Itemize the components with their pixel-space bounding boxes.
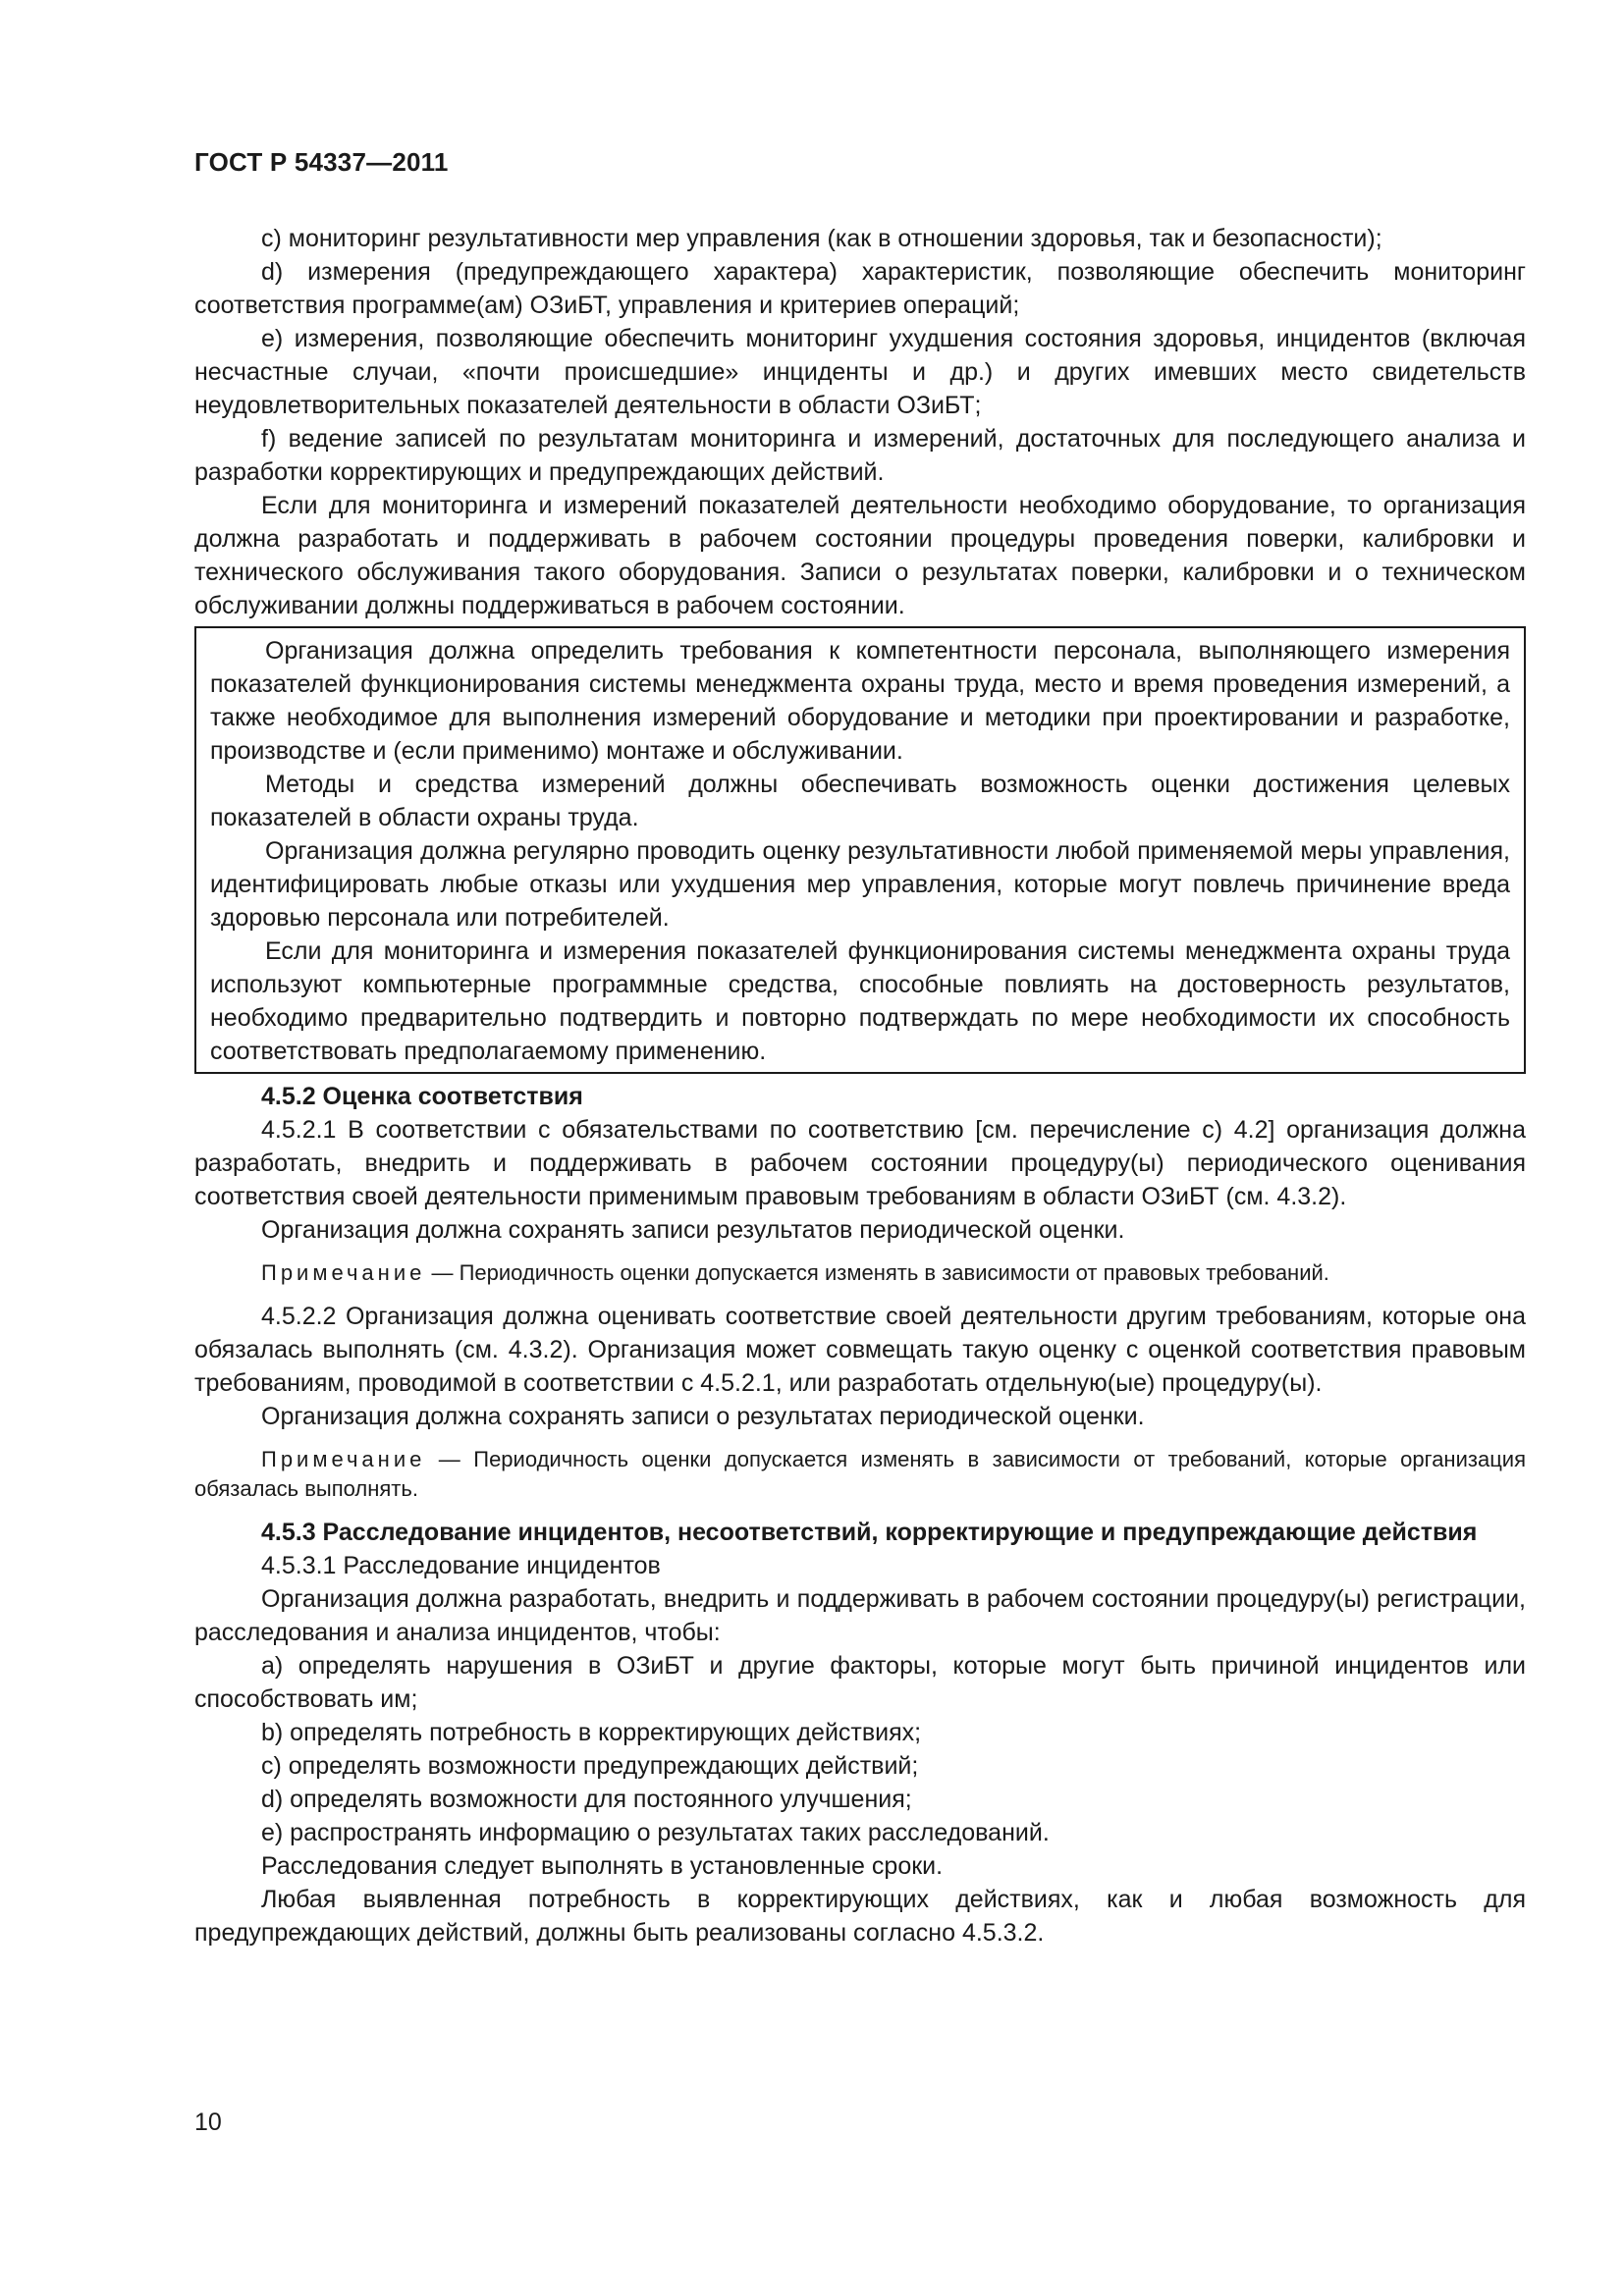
list-item-e: е) измерения, позволяющие обеспечить мониторинг ухудшения состояния здоровья, инцидентов (включая несчастные случаи, «почти происшедшие» инциденты и др.) и других имевших место свидетельств неудовлетворительных показателей деятельности в области ОЗиБТ; — [194, 325, 1526, 419]
box-paragraph: Методы и средства измерений должны обеспечивать возможность оценки достижения целевых показателей в области охраны труда. — [210, 771, 1510, 831]
section-heading-4-5-3: 4.5.3 Расследование инцидентов, несоответствий, корректирующие и предупреждающие действия — [261, 1519, 1478, 1546]
list-item-d: d) измерения (предупреждающего характера) характеристик, позволяющие обеспечить мониторинг соответствия программе(ам) ОЗиБТ, управления и критериев операций; — [194, 258, 1526, 319]
note — [194, 1445, 1526, 1504]
document-body — [194, 222, 1526, 1949]
page-number: 10 — [194, 2109, 222, 2136]
paragraph: Организация должна разработать, внедрить и поддерживать в рабочем состоянии процедуру(ы) регистрации, расследования и анализа инцидентов, чтобы: — [194, 1585, 1526, 1646]
box-paragraph: Если для мониторинга и измерения показателей функционирования системы менеджмента охраны труда используют компьютерные программные средства, способные повлиять на достоверность результатов, необходимо предварительно подтвердить и повторно подтверждать по мере необходимости их способность соответствовать предполагаемому применению. — [210, 937, 1510, 1065]
list-item-c: с) определять возможности предупреждающих действий; — [261, 1752, 919, 1780]
note-label: Примечание — [261, 1260, 426, 1285]
paragraph: Расследования следует выполнять в установленные сроки. — [261, 1852, 944, 1880]
list-item-a: а) определять нарушения в ОЗиБТ и другие факторы, которые могут быть причиной инцидентов или способствовать им; — [194, 1652, 1526, 1713]
list-item-b: b) определять потребность в корректирующих действиях; — [261, 1719, 922, 1746]
box-paragraph: Организация должна регулярно проводить оценку результативности любой применяемой меры управления, идентифицировать любые отказы или ухудшения мер управления, которые могут повлечь причинение вреда здоровью персонала или потребителей. — [210, 837, 1510, 932]
document-header: ГОСТ Р 54337—2011 — [194, 147, 449, 177]
note-text: — Периодичность оценки допускается изменять в зависимости от правовых требований. — [425, 1260, 1329, 1285]
list-item-c: с) мониторинг результативности мер управления (как в отношении здоровья, так и безопасности); — [261, 225, 1382, 252]
note — [194, 1258, 1526, 1288]
paragraph: Любая выявленная потребность в корректирующих действиях, как и любая возможность для предупреждающих действий, должны быть реализованы согласно 4.5.3.2. — [194, 1886, 1526, 1947]
section-heading-4-5-2: 4.5.2 Оценка соответствия — [261, 1083, 583, 1110]
paragraph-4-5-2-1: 4.5.2.1 В соответствии с обязательствами по соответствию [см. перечисление с) 4.2] организация должна разработать, внедрить и поддерживать в рабочем состоянии процедуру(ы) периодического оценивания соответствия своей деятельности применимым правовым требованиям в области ОЗиБТ (см. 4.3.2). — [194, 1116, 1526, 1210]
list-item-e: е) распространять информацию о результатах таких расследований. — [261, 1819, 1050, 1846]
box-paragraph: Организация должна определить требования к компетентности персонала, выполняющего измерения показателей функционирования системы менеджмента охраны труда, место и время проведения измерений, а также необходимое для выполнения измерений оборудование и методики при проектировании и разработке, производстве и (если применимо) монтаже и обслуживании. — [210, 637, 1510, 765]
paragraph-4-5-2-2: 4.5.2.2 Организация должна оценивать соответствие своей деятельности другим требованиям, которые она обязалась выполнять (см. 4.3.2). Организация может совмещать такую оценку с оценкой соответствия правовым требованиям, проводимой в соответствии с 4.5.2.1, или разработать отдельную(ые) процедуру(ы). — [194, 1303, 1526, 1397]
paragraph: Организация должна сохранять записи о результатах периодической оценки. — [261, 1403, 1145, 1430]
equipment-paragraph: Если для мониторинга и измерений показателей деятельности необходимо оборудование, то организация должна разработать и поддерживать в рабочем состоянии процедуры проведения поверки, калибровки и технического обслуживания такого оборудования. Записи о результатах поверки, калибровки и о техническом обслуживании должны поддерживаться в рабочем состоянии. — [194, 492, 1526, 619]
subsection-heading-4-5-3-1: 4.5.3.1 Расследование инцидентов — [261, 1552, 661, 1579]
list-item-f: f) ведение записей по результатам мониторинга и измерений, достаточных для последующего анализа и разработки корректирующих и предупреждающих действий. — [194, 425, 1526, 486]
note-label: Примечание — [261, 1447, 426, 1471]
paragraph: Организация должна сохранять записи результатов периодической оценки. — [261, 1216, 1125, 1244]
list-item-d: d) определять возможности для постоянного улучшения; — [261, 1786, 912, 1813]
note-text: — Периодичность оценки допускается изменять в зависимости от требований, которые организация обязалась выполнять. — [194, 1447, 1526, 1501]
framed-requirements-box — [194, 626, 1526, 1074]
